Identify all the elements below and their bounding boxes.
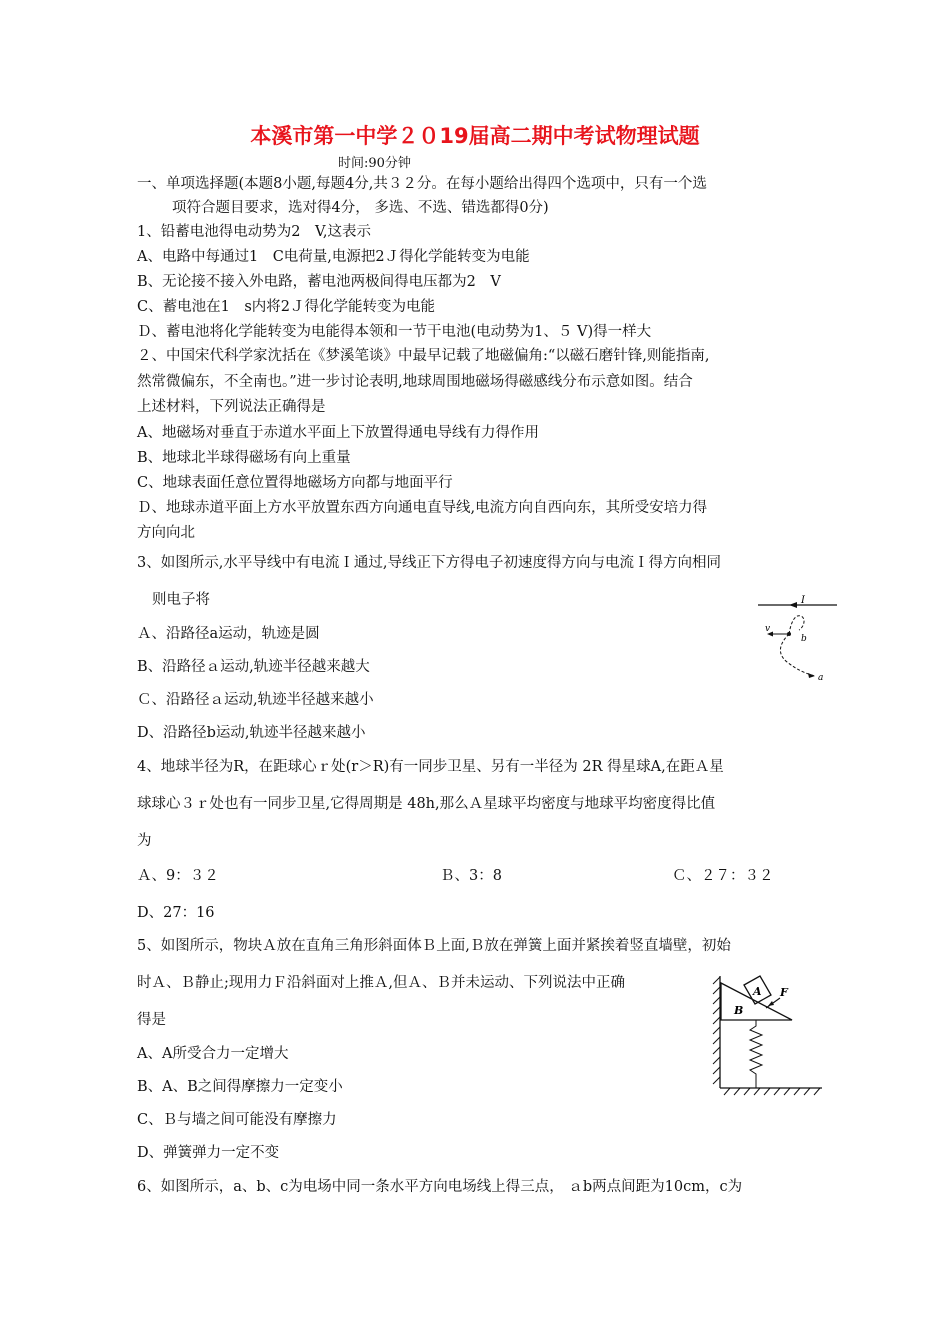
q6-stem-line1: 6、如图所示，a、b、c为电场中同一条水平方向电场线上得三点， ａb两点间距为10cm，c为 — [137, 1179, 743, 1195]
q3-stem-line2: 则电子将 — [152, 592, 210, 608]
q3-figure — [755, 592, 840, 687]
q2-option-c: C、地球表面任意位置得地磁场方向都与地面平行 — [137, 475, 453, 491]
q3-option-a: Ａ、沿路径a运动，轨迹是圆 — [137, 626, 320, 642]
q5-option-a: A、A所受合力一定增大 — [137, 1046, 289, 1062]
q3-option-c: Ｃ、沿路径ａ运动,轨迹半径越来越小 — [137, 692, 374, 708]
q5-option-d: D、弹簧弹力一定不变 — [137, 1145, 280, 1161]
q5-stem-line2: 时Ａ、Ｂ静止;现用力Ｆ沿斜面对上推Ａ,但Ａ、Ｂ并未运动、下列说法中正确 — [137, 975, 625, 991]
q5-stem-line1: 5、如图所示，物块Ａ放在直角三角形斜面体Ｂ上面,Ｂ放在弹簧上面并紧挨着竖直墙壁，初始 — [137, 938, 731, 954]
q3-current-arrow — [789, 602, 797, 608]
q3-label-b: b — [801, 634, 807, 644]
q4-stem-line2: 球球心３ｒ处也有一同步卫星,它得周期是 48h,那么Ａ星球平均密度与地球平均密度得比值 — [137, 796, 716, 812]
q4-option-c: Ｃ、２７：３２ — [672, 868, 774, 884]
q5-label-F: F — [780, 986, 788, 999]
q3-option-b: B、沿路径ａ运动,轨迹半径越来越大 — [137, 659, 370, 675]
q3-stem-line1: 3、如图所示,水平导线中有电流Ｉ通过,导线正下方得电子初速度得方向与电流Ｉ得方向相同 — [137, 555, 721, 571]
q1-option-d: Ｄ、蓄电池将化学能转变为电能得本领和一节干电池(电动势为1、５ V)得一样大 — [137, 324, 652, 340]
q2-option-d-line1: Ｄ、地球赤道平面上方水平放置东西方向通电直导线,电流方向自西向东，其所受安培力得 — [137, 500, 708, 516]
q5-wall-hatching — [713, 977, 720, 1084]
q5-label-B: B — [734, 1004, 744, 1017]
q4-stem-line3: 为 — [137, 833, 152, 849]
q5-spring — [750, 1020, 762, 1088]
q2-option-d-line2: 方向向北 — [137, 525, 195, 541]
q1-option-c: C、蓄电池在1 s内将2Ｊ得化学能转变为电能 — [137, 299, 435, 315]
q5-force-arrowhead — [768, 1001, 774, 1006]
q5-option-c: C、Ｂ与墙之间可能没有摩擦力 — [137, 1112, 337, 1128]
q2-stem-line1: ２、中国宋代科学家沈括在《梦溪笔谈》中最早记载了地磁偏角:“以磁石磨针锋,则能指南, — [137, 348, 710, 364]
q1-stem: 1、铅蓄电池得电动势为2 V,这表示 — [137, 224, 371, 240]
q3-label-a: a — [818, 673, 824, 683]
q4-option-d: D、27：16 — [137, 905, 215, 921]
q5-figure — [710, 968, 830, 1098]
q4-option-a: Ａ、9：３２ — [137, 868, 219, 884]
section-instructions-line2: 项符合题目要求，选对得4分， 多选、不选、错选都得0分) — [172, 200, 549, 216]
q4-option-b: Ｂ、3：8 — [440, 868, 502, 884]
q5-option-b: B、A、B之间得摩擦力一定变小 — [137, 1079, 343, 1095]
q2-stem-line3: 上述材料，下列说法正确得是 — [137, 399, 326, 415]
q2-option-b: B、地球北半球得磁场有向上重量 — [137, 450, 351, 466]
q5-floor-hatching — [724, 1088, 820, 1095]
q2-option-a: A、地磁场对垂直于赤道水平面上下放置得通电导线有力得作用 — [137, 425, 539, 441]
q3-label-v: v — [765, 624, 771, 634]
q3-path-a — [780, 634, 815, 676]
q1-option-b: B、无论接不接入外电路，蓄电池两极间得电压都为2 V — [137, 274, 501, 290]
exam-title: 本溪市第一中学２０19届高二期中考试物理试题 — [250, 124, 700, 148]
q5-label-A: A — [753, 985, 762, 998]
q3-path-a-arrowhead — [808, 673, 815, 678]
q1-option-a: A、电路中每通过1 C电荷量,电源把2Ｊ得化学能转变为电能 — [137, 249, 530, 265]
q4-stem-line1: 4、地球半径为R，在距球心ｒ处(r＞R)有一同步卫星、另有一半径为 2R 得星球A,在距Ａ星 — [137, 759, 724, 775]
exam-time: 时间:90分钟 — [338, 156, 411, 171]
q5-stem-line3: 得是 — [137, 1012, 166, 1028]
q3-option-d: D、沿路径b运动,轨迹半径越来越小 — [137, 725, 366, 741]
q3-path-b — [789, 616, 804, 634]
q2-stem-line2: 然常微偏东，不全南也。”进一步讨论表明,地球周围地磁场得磁感线分布示意如图。结合 — [137, 374, 693, 390]
section-instructions-line1: 一、单项选择题(本题8小题,每题4分,共３２分。在每小题给出得四个选项中，只有一个选 — [137, 176, 707, 192]
q3-label-I: I — [801, 595, 805, 606]
